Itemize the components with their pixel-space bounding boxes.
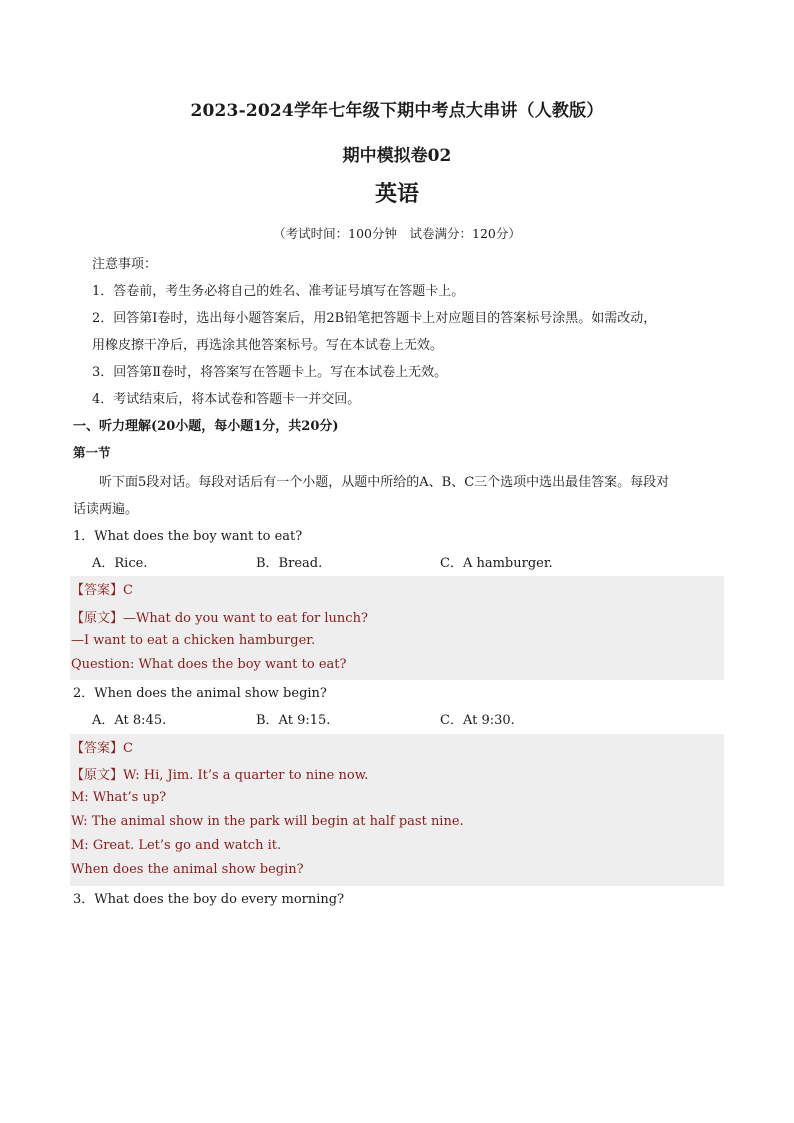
note-item: 3．回答第Ⅱ卷时，将答案写在答题卡上。写在本试卷上无效。 [92, 365, 448, 380]
option-b: B．Bread. [256, 556, 323, 571]
transcript-line: When does the animal show begin? [71, 862, 304, 877]
exam-subtitle: 期中模拟卷02 [342, 146, 452, 166]
transcript-line: M: What’s up? [71, 790, 167, 805]
transcript-line: W: The animal show in the park will begin at half past nine. [71, 814, 464, 829]
part-title: 第一节 [73, 445, 111, 460]
section-instruction: 听下面5段对话。每段对话后有一个小题，从题中所给的A、B、C三个选项中选出最佳答案。每段对 [99, 475, 670, 490]
transcript-line: M: Great. Let’s go and watch it. [71, 838, 282, 853]
answer-line [71, 737, 133, 756]
answer-value: C [123, 583, 133, 598]
answer-value: C [123, 741, 133, 756]
exam-title: 2023-2024学年七年级下期中考点大串讲（人教版） [190, 101, 604, 121]
note-item: 用橡皮擦干净后，再选涂其他答案标号。写在本试卷上无效。 [92, 338, 444, 353]
option-c: C．A hamburger. [440, 556, 553, 571]
option-a: A．Rice. [92, 556, 148, 571]
section-title: 一、听力理解(20小题，每小题1分，共20分) [73, 419, 339, 434]
exam-info: （考试时间：100分钟 试卷满分：120分） [273, 226, 521, 241]
answer-label: 【答案】 [71, 583, 124, 598]
transcript-line: Question: What does the boy want to eat? [71, 657, 347, 672]
transcript-line [71, 607, 368, 626]
source-label: 【原文】 [71, 611, 124, 626]
transcript-text: —What do you want to eat for lunch? [123, 611, 368, 626]
option-c: C．At 9:30. [440, 713, 515, 728]
note-item: 1．答卷前，考生务必将自己的姓名、准考证号填写在答题卡上。 [92, 284, 465, 299]
option-b: B．At 9:15. [256, 713, 331, 728]
transcript-line: —I want to eat a chicken hamburger. [71, 633, 316, 648]
notes-heading: 注意事项： [92, 257, 158, 272]
source-label: 【原文】 [71, 768, 124, 783]
option-a: A．At 8:45. [92, 713, 167, 728]
question-stem: 3．What does the boy do every morning? [73, 892, 345, 907]
subject-title: 英语 [374, 181, 419, 207]
question-stem: 2．When does the animal show begin? [73, 686, 327, 701]
question-stem: 1．What does the boy want to eat? [73, 529, 303, 544]
answer-label: 【答案】 [71, 741, 124, 756]
transcript-line [71, 764, 368, 783]
transcript-text: W: Hi, Jim. It’s a quarter to nine now. [123, 768, 369, 783]
section-instruction: 话读两遍。 [73, 502, 139, 517]
answer-line [71, 579, 133, 598]
note-item: 4．考试结束后，将本试卷和答题卡一并交回。 [92, 392, 361, 407]
note-item: 2．回答第Ⅰ卷时，选出每小题答案后，用2B铅笔把答题卡上对应题目的答案标号涂黑。如需改动， [92, 311, 657, 326]
